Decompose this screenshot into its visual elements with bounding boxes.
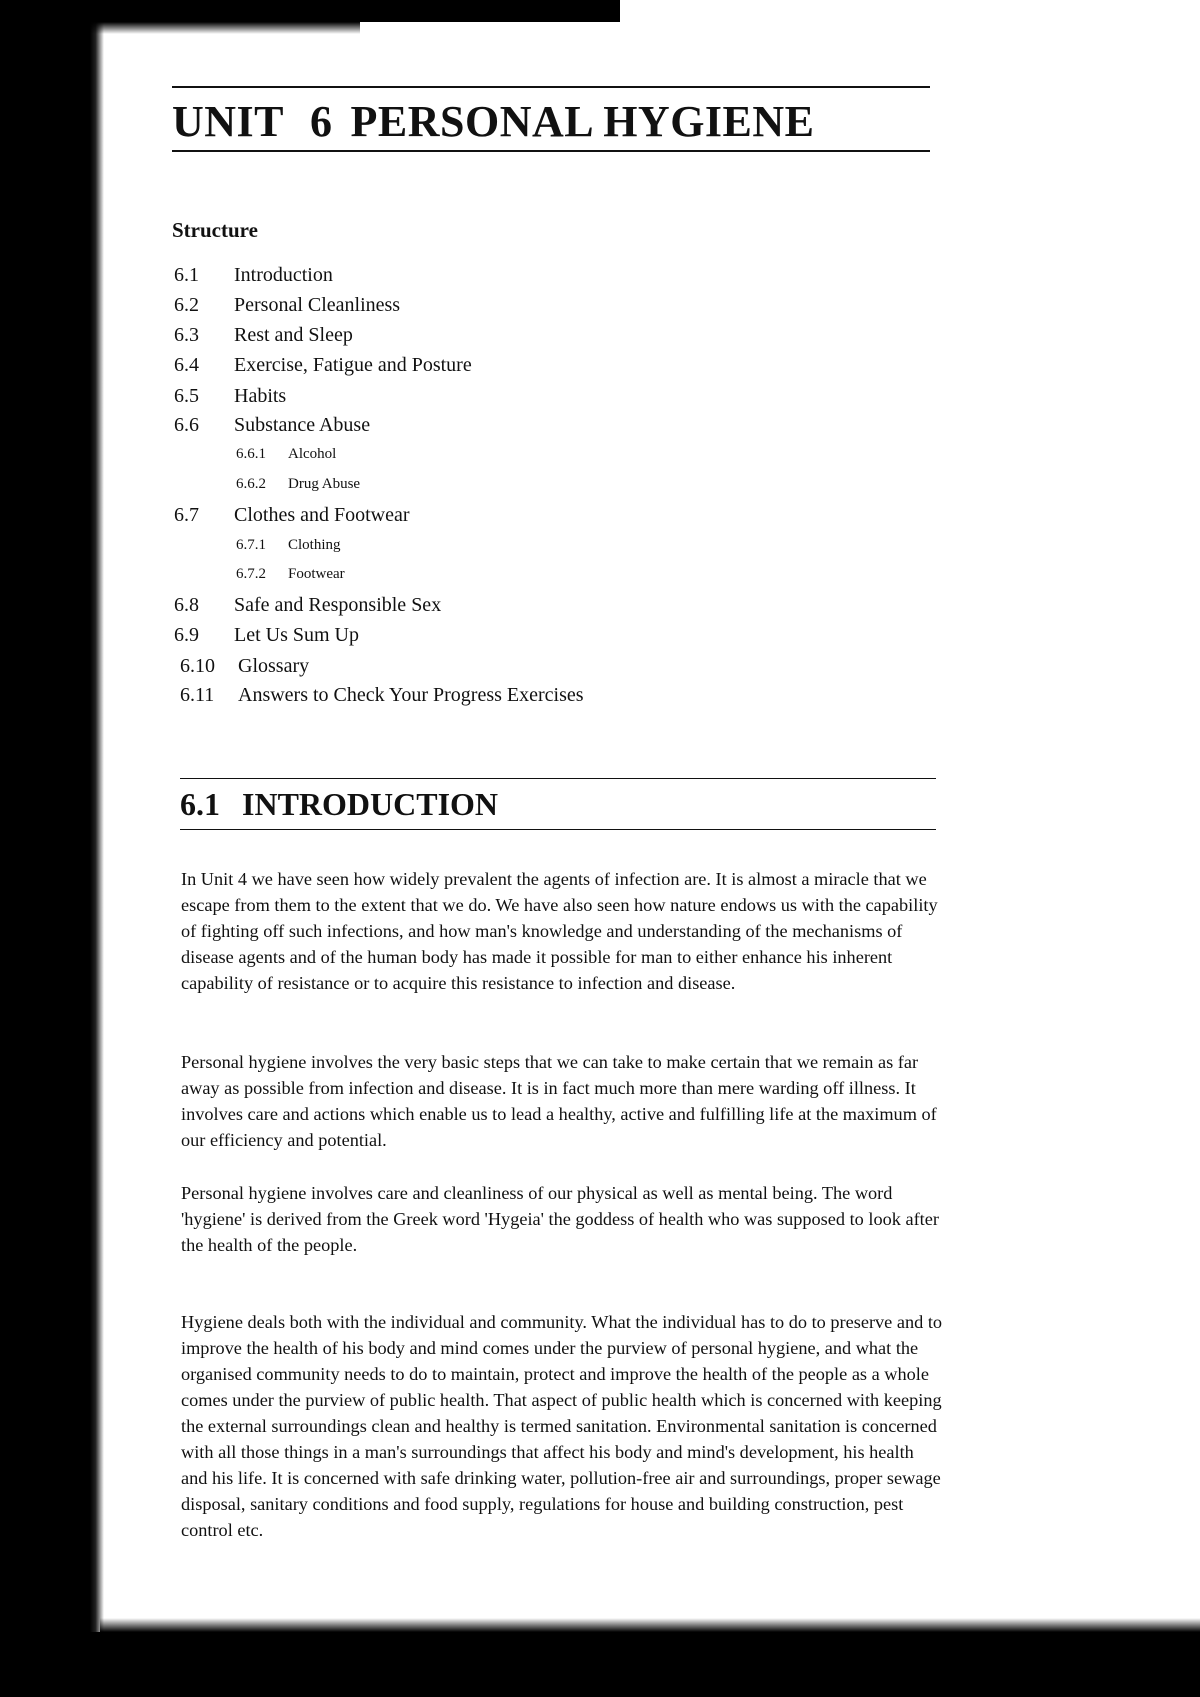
structure-item-label: Clothing <box>288 537 341 553</box>
structure-item-label: Rest and Sleep <box>234 324 353 346</box>
structure-item-number: 6.11 <box>180 684 215 706</box>
unit-title-text: PERSONAL HYGIENE <box>350 97 815 146</box>
section-rule-top <box>180 778 936 779</box>
unit-label: UNIT <box>172 97 285 146</box>
structure-item-number: 6.7.1 <box>236 537 266 553</box>
structure-item-number: 6.4 <box>174 354 199 376</box>
intro-paragraph-2: Personal hygiene involves the very basic steps that we can take to make certain that we remain as far away as possible from infection and disease. It is in fact much more than mere warding off illness. It involves care and actions which enable us to lead a healthy, active and fulfilling life at the maximum of our efficiency and potential. <box>181 1052 937 1150</box>
structure-item-number: 6.3 <box>174 324 199 346</box>
structure-item-label: Personal Cleanliness <box>234 294 401 316</box>
structure-item-label: Exercise, Fatigue and Posture <box>234 354 472 376</box>
scan-border-bottom-edge <box>100 1618 1200 1632</box>
structure-item-label: Answers to Check Your Progress Exercises <box>238 684 584 706</box>
structure-item-label: Habits <box>234 385 287 407</box>
unit-title <box>172 96 815 147</box>
structure-item-number: 6.6.2 <box>236 476 266 492</box>
unit-title-rule-bottom <box>172 150 930 152</box>
structure-item-label: Introduction <box>234 264 333 286</box>
intro-paragraph-4: Hygiene deals both with the individual and community. What the individual has to do to preserve and to improve the health of his body and mind comes under the purview of personal hygiene, and what the organised community needs to do to maintain, protect and improve the health of the people as a whole comes under the purview of public health. That aspect of public health which is concerned with keeping the external surroundings clean and healthy is termed sanitation. Environmental sanitation is concerned with all those things in a man's surroundings that affect his body and mind's development, his health and his life. It is concerned with safe drinking water, pollution-free air and surroundings, proper sewage disposal, sanitary conditions and food supply, regulations for house and building construction, pest control etc. <box>181 1312 943 1540</box>
structure-item-number: 6.2 <box>174 294 199 316</box>
structure-item-number: 6.10 <box>180 655 215 677</box>
structure-item-label: Footwear <box>288 566 345 582</box>
structure-item-number: 6.6.1 <box>236 446 266 462</box>
section-number: 6.1 <box>180 786 220 822</box>
section-title <box>180 786 498 823</box>
scan-border-left <box>0 0 92 1697</box>
structure-item-number: 6.5 <box>174 385 199 407</box>
scan-border-bottom <box>0 1632 1200 1697</box>
intro-paragraph-3: Personal hygiene involves care and cleanliness of our physical as well as mental being. The word 'hygiene' is derived from the Greek word 'Hygeia' the goddess of health who was supposed to look after the health of the people. <box>181 1183 939 1255</box>
structure-item-label: Let Us Sum Up <box>234 624 359 646</box>
structure-heading: Structure <box>172 218 258 242</box>
scan-border-top <box>0 0 620 22</box>
structure-item-label: Glossary <box>238 655 310 677</box>
structure-item-number: 6.6 <box>174 414 199 436</box>
structure-item-label: Drug Abuse <box>288 476 361 492</box>
structure-item-label: Alcohol <box>288 446 337 462</box>
structure-item-number: 6.7.2 <box>236 566 266 582</box>
structure-item-label: Clothes and Footwear <box>234 504 410 526</box>
section-title-text: INTRODUCTION <box>242 786 499 822</box>
unit-number: 6 <box>310 97 333 146</box>
unit-title-rule-top <box>172 86 930 88</box>
section-rule-bottom <box>180 829 936 830</box>
structure-item-label: Safe and Responsible Sex <box>234 594 442 616</box>
structure-item-number: 6.7 <box>174 504 199 526</box>
scan-border-top-fade <box>0 22 360 34</box>
structure-item-number: 6.8 <box>174 594 199 616</box>
scan-border-left-edge <box>90 0 104 1697</box>
intro-paragraph-1: In Unit 4 we have seen how widely prevalent the agents of infection are. It is almost a miracle that we escape from them to the extent that we do. We have also seen how nature endows us with the capability of fighting off such infections, and how man's knowledge and understanding of the mechanisms of disease agents and of the human body has made it possible for man to either enhance his inherent capability of resistance or to acquire this resistance to infection and disease. <box>181 869 938 993</box>
structure-item-number: 6.9 <box>174 624 199 646</box>
structure-item-number: 6.1 <box>174 264 199 286</box>
structure-item-label: Substance Abuse <box>234 414 371 436</box>
